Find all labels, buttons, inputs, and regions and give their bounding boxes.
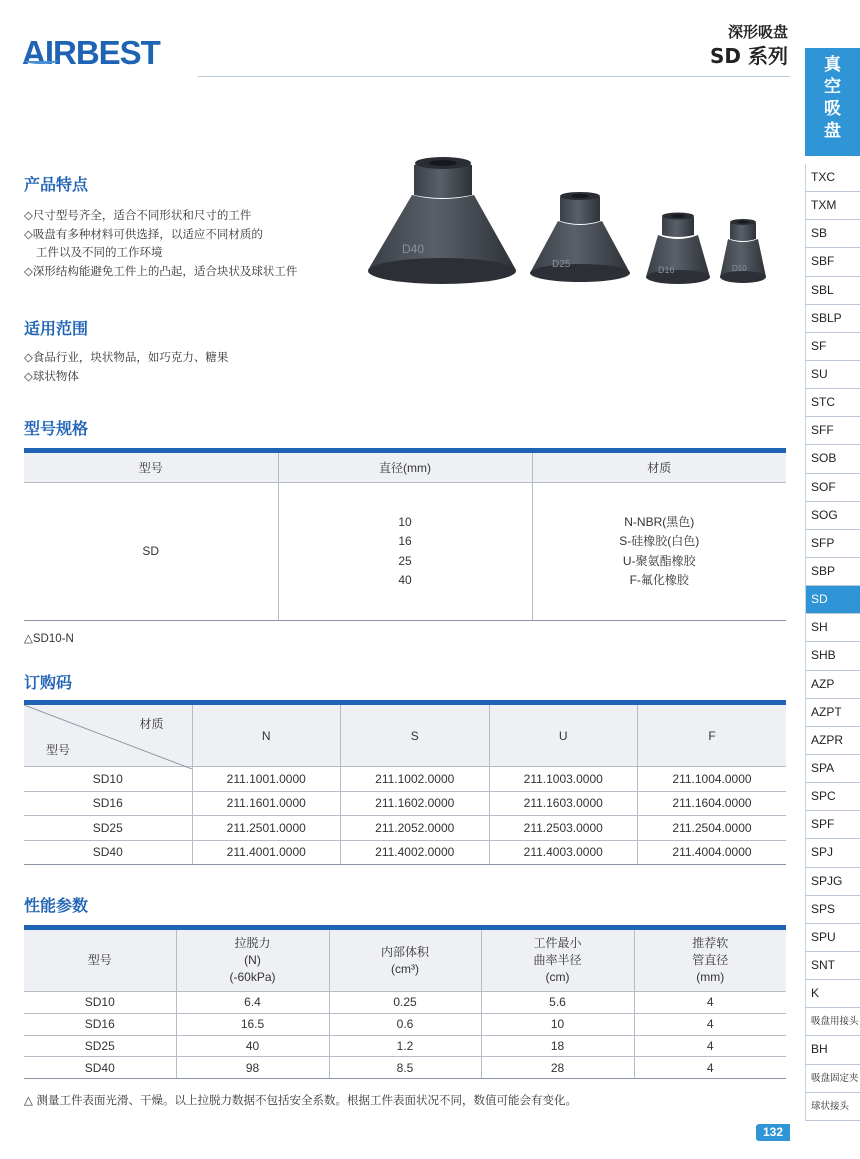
applications-list bbox=[24, 348, 228, 385]
order-code-cell: 211.1601.0000 bbox=[192, 791, 341, 816]
perf-header bbox=[24, 928, 176, 992]
perf-cell: SD16 bbox=[24, 1013, 176, 1035]
category-tab-char: 盘 bbox=[824, 121, 841, 141]
perf-header-line: (mm) bbox=[696, 970, 725, 984]
features-title: 产品特点 bbox=[24, 175, 89, 194]
nav-item-10[interactable]: SOB bbox=[805, 445, 860, 473]
spec-header: 直径(mm) bbox=[278, 451, 532, 483]
corner-label-material: 材质 bbox=[139, 717, 164, 731]
nav-item-12[interactable]: SOG bbox=[805, 502, 860, 530]
nav-item-4[interactable]: SBL bbox=[805, 277, 860, 305]
suction-cup-d16 bbox=[646, 213, 710, 285]
order-model-cell: SD10 bbox=[24, 767, 192, 792]
suction-cup-d40 bbox=[368, 157, 516, 284]
spec-material: U-聚氨酯橡胶 bbox=[622, 553, 696, 568]
spec-diameters bbox=[278, 483, 532, 621]
spec-diameter: 16 bbox=[398, 534, 412, 548]
order-code-cell: 211.2052.0000 bbox=[341, 816, 490, 841]
spec-title: 型号规格 bbox=[24, 419, 89, 438]
series-nav bbox=[805, 164, 860, 1121]
order-code-cell: 211.1604.0000 bbox=[638, 791, 787, 816]
category-tab-char: 空 bbox=[824, 77, 841, 97]
nav-item-26[interactable]: SPS bbox=[805, 896, 860, 924]
perf-cell: 8.5 bbox=[329, 1057, 481, 1079]
nav-item-13[interactable]: SFP bbox=[805, 530, 860, 558]
perf-note: △ 测量工件表面光滑、干燥。以上拉脱力数据不包括安全系数。根据工件表面状况不同，数值可能会有变化。 bbox=[24, 1093, 577, 1107]
nav-item-1[interactable]: TXM bbox=[805, 192, 860, 220]
spec-example: △SD10-N bbox=[24, 633, 74, 645]
order-row bbox=[24, 840, 786, 865]
nav-item-29[interactable]: K bbox=[805, 980, 860, 1008]
order-title: 订购码 bbox=[24, 673, 73, 692]
perf-cell: 40 bbox=[176, 1035, 329, 1057]
cup-label: D16 bbox=[658, 265, 675, 275]
page-subtitle: 深形吸盘 bbox=[727, 23, 788, 41]
category-tab-char: 吸 bbox=[824, 99, 841, 119]
suction-cup-d10 bbox=[720, 219, 766, 283]
perf-row bbox=[24, 1013, 786, 1035]
perf-header-line: (cm) bbox=[545, 970, 570, 984]
order-code-cell: 211.2503.0000 bbox=[489, 816, 638, 841]
order-row bbox=[24, 767, 786, 792]
perf-header-line: (cm³) bbox=[391, 961, 419, 976]
perf-cell: 6.4 bbox=[176, 992, 329, 1014]
perf-cell: 1.2 bbox=[329, 1035, 481, 1057]
features-list bbox=[24, 206, 297, 280]
nav-item-24[interactable]: SPJ bbox=[805, 839, 860, 867]
perf-cell: 98 bbox=[176, 1057, 329, 1079]
nav-item-32[interactable]: 吸盘固定夹 bbox=[805, 1065, 860, 1093]
suction-cup-d25 bbox=[530, 192, 630, 282]
spec-material: N-NBR(黑色) bbox=[624, 514, 695, 529]
order-row bbox=[24, 816, 786, 841]
spec-diameter: 25 bbox=[398, 553, 412, 568]
spec-table bbox=[24, 448, 786, 621]
nav-item-9[interactable]: SFF bbox=[805, 417, 860, 445]
perf-cell: SD25 bbox=[24, 1035, 176, 1057]
nav-item-16[interactable]: SH bbox=[805, 614, 860, 642]
feature-line: ◇吸盘有多种材料可供选择，以适应不同材质的 bbox=[24, 226, 263, 241]
order-code-cell: 211.4001.0000 bbox=[192, 840, 341, 865]
perf-cell: SD40 bbox=[24, 1057, 176, 1079]
order-row bbox=[24, 791, 786, 816]
nav-item-18[interactable]: AZP bbox=[805, 671, 860, 699]
order-model-cell: SD16 bbox=[24, 791, 192, 816]
perf-table bbox=[24, 925, 786, 1079]
feature-line: 工件以及不同的工作环境 bbox=[36, 245, 163, 259]
perf-header-line: 工件最小 bbox=[533, 936, 582, 950]
order-code-cell: 211.1602.0000 bbox=[341, 791, 490, 816]
perf-cell: 0.25 bbox=[329, 992, 481, 1014]
perf-cell: 5.6 bbox=[481, 992, 634, 1014]
perf-cell: 4 bbox=[634, 1035, 786, 1057]
nav-item-21[interactable]: SPA bbox=[805, 755, 860, 783]
order-material-header: U bbox=[489, 703, 638, 767]
perf-header-line: (-60kPa) bbox=[229, 970, 276, 984]
order-code-cell: 211.4002.0000 bbox=[341, 840, 490, 865]
cup-label: D40 bbox=[402, 242, 425, 256]
nav-item-7[interactable]: SU bbox=[805, 361, 860, 389]
perf-header bbox=[481, 928, 634, 992]
category-tab-char: 真 bbox=[824, 55, 841, 75]
corner-label-model: 型号 bbox=[46, 743, 71, 757]
perf-row bbox=[24, 1035, 786, 1057]
nav-item-30[interactable]: 吸盘用接头 bbox=[805, 1008, 860, 1036]
spec-diameter: 10 bbox=[398, 514, 412, 529]
cup-label: D25 bbox=[552, 259, 571, 270]
perf-row bbox=[24, 992, 786, 1014]
perf-header-line: 拉脱力 bbox=[234, 936, 271, 950]
nav-item-11[interactable]: SOF bbox=[805, 474, 860, 502]
corner-diagonal bbox=[24, 705, 192, 769]
perf-header-line: 型号 bbox=[87, 953, 112, 967]
order-code-cell: 211.1002.0000 bbox=[341, 767, 490, 792]
brand-logo bbox=[22, 34, 160, 72]
category-tab[interactable] bbox=[805, 48, 860, 156]
nav-item-8[interactable]: STC bbox=[805, 389, 860, 417]
order-model-cell: SD25 bbox=[24, 816, 192, 841]
spec-materials bbox=[532, 483, 786, 621]
order-material-header: S bbox=[341, 703, 490, 767]
nav-item-6[interactable]: SF bbox=[805, 333, 860, 361]
nav-item-19[interactable]: AZPT bbox=[805, 699, 860, 727]
nav-item-27[interactable]: SPU bbox=[805, 924, 860, 952]
logo-swoosh bbox=[24, 57, 58, 64]
order-code-cell: 211.1004.0000 bbox=[638, 767, 787, 792]
perf-header-line: 内部体积 bbox=[380, 944, 429, 959]
page-number: 132 bbox=[756, 1124, 790, 1141]
perf-row bbox=[24, 1057, 786, 1079]
order-code-cell: 211.1003.0000 bbox=[489, 767, 638, 792]
nav-item-14[interactable]: SBP bbox=[805, 558, 860, 586]
nav-item-25[interactable]: SPJG bbox=[805, 868, 860, 896]
spec-header: 材质 bbox=[532, 451, 786, 483]
spec-material: F-氟化橡胶 bbox=[629, 573, 689, 587]
feature-line: ◇深形结构能避免工件上的凸起，适合块状及球状工件 bbox=[24, 263, 298, 278]
perf-header-line: 管直径 bbox=[692, 953, 729, 967]
feature-line: ◇尺寸型号齐全，适合不同形状和尺寸的工件 bbox=[24, 208, 252, 222]
application-line: ◇食品行业，块状物品，如巧克力、糖果 bbox=[24, 350, 229, 364]
order-code-cell: 211.4004.0000 bbox=[638, 840, 787, 865]
order-code-cell: 211.2501.0000 bbox=[192, 816, 341, 841]
order-code-cell: 211.1603.0000 bbox=[489, 791, 638, 816]
nav-item-23[interactable]: SPF bbox=[805, 811, 860, 839]
perf-cell: 18 bbox=[481, 1035, 634, 1057]
order-code-cell: 211.2504.0000 bbox=[638, 816, 787, 841]
perf-title: 性能参数 bbox=[24, 896, 89, 915]
perf-header bbox=[634, 928, 786, 992]
page-title bbox=[710, 22, 788, 70]
series-title: SD 系列 bbox=[710, 44, 788, 68]
nav-item-0[interactable]: TXC bbox=[805, 164, 860, 192]
spec-model: SD bbox=[24, 483, 278, 621]
perf-rows bbox=[24, 992, 786, 1079]
product-photo bbox=[362, 155, 790, 310]
perf-header-line: 推荐软 bbox=[692, 936, 729, 950]
spec-material: S-硅橡胶(白色) bbox=[619, 534, 700, 548]
perf-header bbox=[329, 928, 481, 992]
perf-cell: 0.6 bbox=[329, 1013, 481, 1035]
brand-name: AIRBEST bbox=[22, 34, 160, 71]
perf-cell: 4 bbox=[634, 1013, 786, 1035]
perf-header bbox=[176, 928, 329, 992]
order-rows bbox=[24, 767, 786, 865]
nav-item-22[interactable]: SPC bbox=[805, 783, 860, 811]
perf-cell: 10 bbox=[481, 1013, 634, 1035]
order-table bbox=[24, 700, 786, 865]
order-material-header: F bbox=[638, 703, 787, 767]
applications-title: 适用范围 bbox=[24, 319, 89, 338]
spec-header: 型号 bbox=[24, 451, 278, 483]
nav-item-20[interactable]: AZPR bbox=[805, 727, 860, 755]
perf-cell: 4 bbox=[634, 992, 786, 1014]
perf-header-line: 曲率半径 bbox=[533, 953, 582, 967]
order-model-cell: SD40 bbox=[24, 840, 192, 865]
spec-diameter: 40 bbox=[398, 573, 412, 587]
nav-item-33[interactable]: 球状接头 bbox=[805, 1093, 860, 1121]
order-code-cell: 211.4003.0000 bbox=[489, 840, 638, 865]
perf-cell: 4 bbox=[634, 1057, 786, 1079]
nav-item-3[interactable]: SBF bbox=[805, 248, 860, 276]
application-line: ◇球状物体 bbox=[24, 368, 79, 383]
perf-cell: 16.5 bbox=[176, 1013, 329, 1035]
order-material-header: N bbox=[192, 703, 341, 767]
nav-item-15[interactable]: SD bbox=[805, 586, 860, 614]
nav-item-2[interactable]: SB bbox=[805, 220, 860, 248]
order-corner-cell bbox=[24, 703, 192, 767]
nav-item-5[interactable]: SBLP bbox=[805, 305, 860, 333]
nav-item-31[interactable]: BH bbox=[805, 1036, 860, 1064]
order-code-cell: 211.1001.0000 bbox=[192, 767, 341, 792]
cup-label: D10 bbox=[732, 264, 747, 273]
nav-item-17[interactable]: SHB bbox=[805, 642, 860, 670]
perf-cell: SD10 bbox=[24, 992, 176, 1014]
perf-header-line: (N) bbox=[244, 953, 261, 967]
perf-cell: 28 bbox=[481, 1057, 634, 1079]
header-divider bbox=[198, 76, 790, 77]
nav-item-28[interactable]: SNT bbox=[805, 952, 860, 980]
